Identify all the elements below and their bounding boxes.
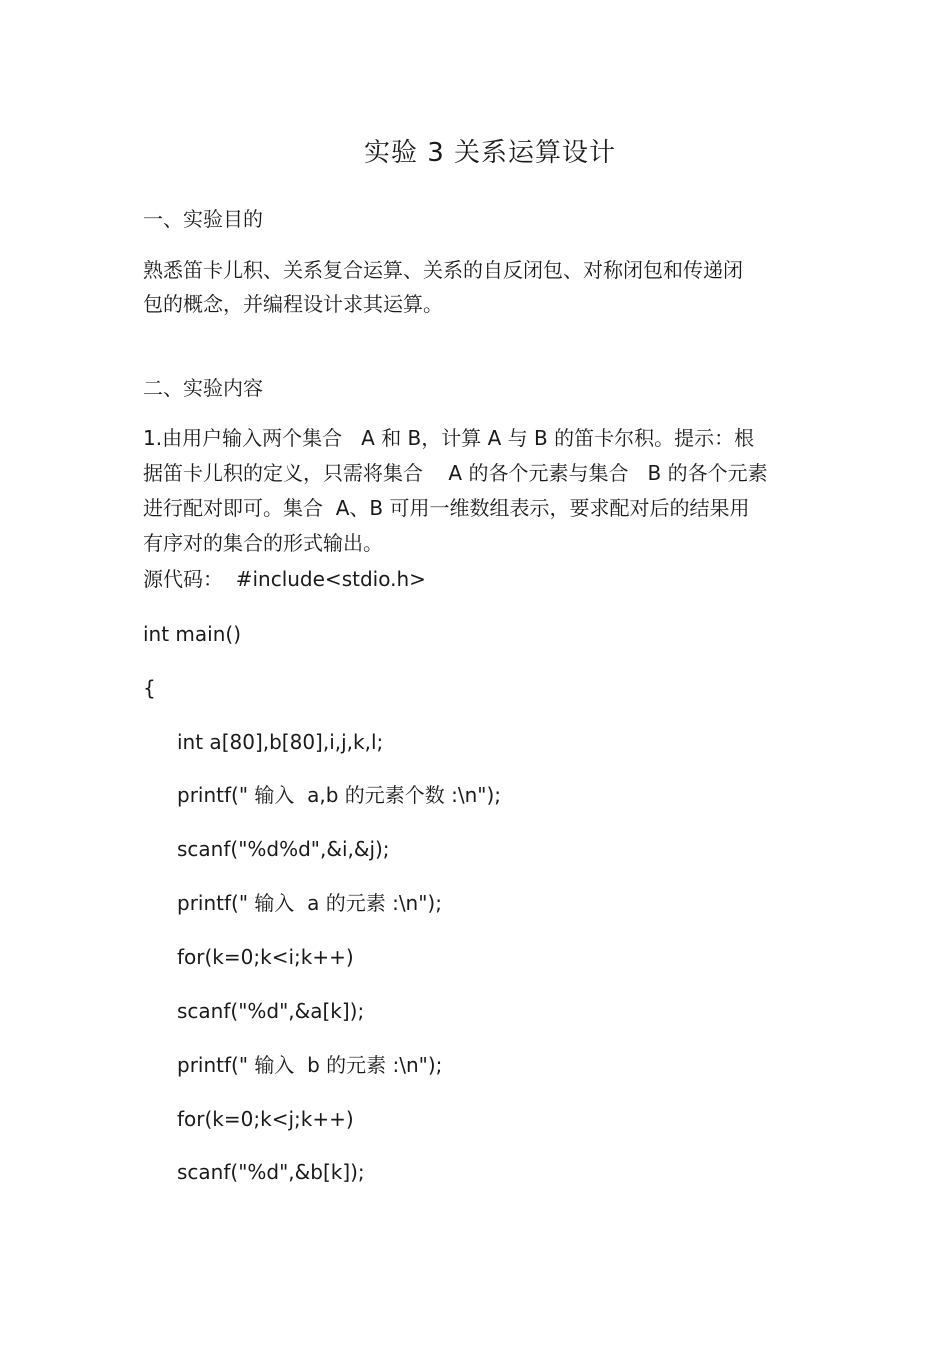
code-line: scanf("%d",&b[k]);	[177, 1160, 365, 1184]
code-line: for(k=0;k<j;k++)	[177, 1107, 354, 1131]
content-line-2: 据笛卡儿积的定义，只需将集合 A 的各个元素与集合 B 的各个元素	[143, 461, 768, 485]
content-line-3: 进行配对即可。集合 A、B 可用一维数组表示，要求配对后的结果用	[143, 496, 750, 520]
section-heading-purpose: 一、实验目的	[143, 207, 263, 231]
content-line-4: 有序对的集合的形式输出。	[143, 531, 383, 555]
source-code-label: 源代码： #include<stdio.h>	[143, 567, 426, 591]
purpose-line-2: 包的概念，并编程设计求其运算。	[143, 292, 443, 316]
code-line: int a[80],b[80],i,j,k,l;	[177, 730, 384, 754]
code-line: scanf("%d%d",&i,&j);	[177, 837, 390, 861]
code-line: int main()	[143, 622, 242, 646]
code-line: printf(" 输入 b 的元素 :\n");	[177, 1053, 443, 1077]
page-title: 实验 3 关系运算设计	[363, 138, 617, 168]
code-line: for(k=0;k<i;k++)	[177, 945, 354, 969]
code-line: {	[143, 676, 156, 700]
code-line: scanf("%d",&a[k]);	[177, 999, 365, 1023]
code-line: printf(" 输入 a,b 的元素个数 :\n");	[177, 783, 502, 807]
section-heading-content: 二、实验内容	[143, 376, 263, 400]
content-line-1: 1.由用户输入两个集合 A 和 B，计算 A 与 B 的笛卡尔积。提示：根	[143, 426, 755, 450]
code-line: printf(" 输入 a 的元素 :\n");	[177, 891, 442, 915]
purpose-line-1: 熟悉笛卡儿积、关系复合运算、关系的自反闭包、对称闭包和传递闭	[143, 258, 743, 282]
